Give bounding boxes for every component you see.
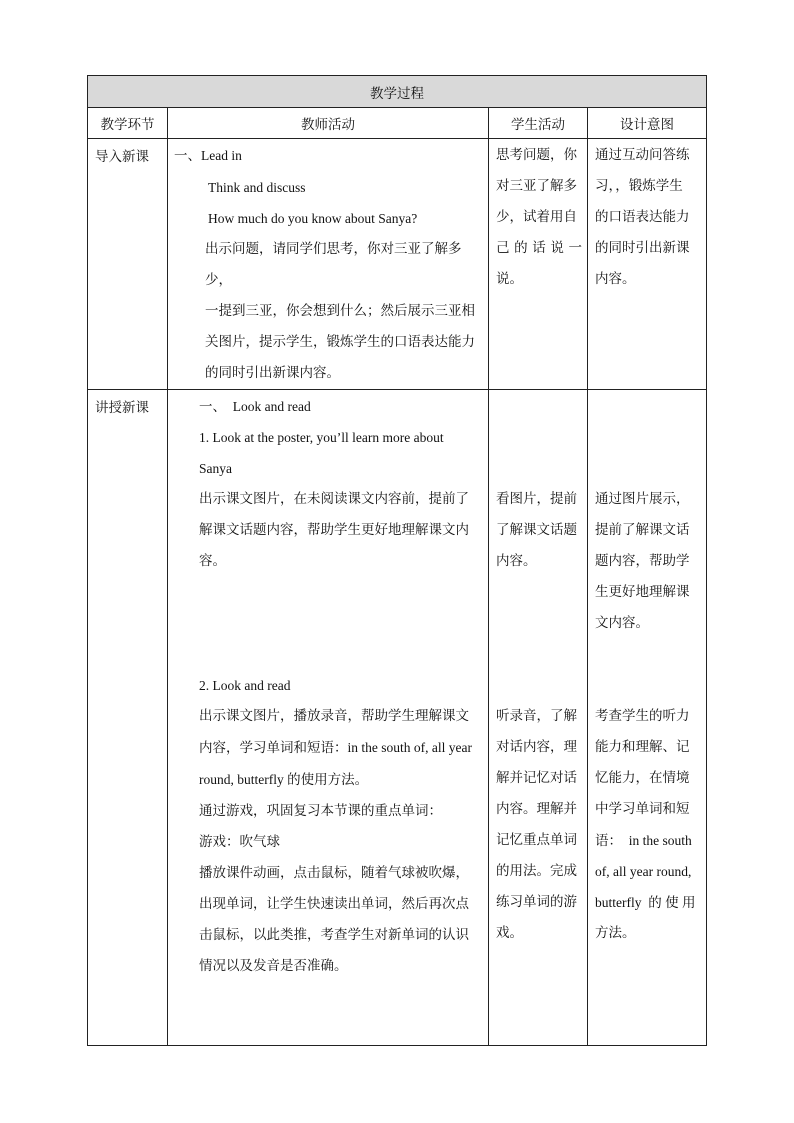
- look-read-heading: 一、 Look and read: [199, 399, 311, 414]
- header-stage: 教学环节: [88, 108, 168, 139]
- design-line: 生更好地理解课: [595, 584, 690, 600]
- student-line: 听录音，了解: [496, 708, 577, 724]
- stage-cell: [88, 390, 168, 1046]
- item2-para-en: round, butterfly: [199, 772, 288, 787]
- stage-label: 讲授新课: [95, 400, 149, 416]
- header-student: 学生活动: [489, 108, 588, 139]
- student-cell: [489, 139, 588, 390]
- student-line: 的用法。完成: [496, 863, 577, 879]
- table-title: 教学过程: [88, 76, 707, 108]
- student-line: 对话内容，理: [496, 739, 577, 755]
- item2-para-cn: 的使用方法。: [287, 772, 369, 788]
- student-line: 了解课文话题: [496, 522, 577, 538]
- student-line: 己的话说一说。: [496, 240, 582, 287]
- student-line: 内容。理解并: [496, 801, 577, 817]
- item1-line: 1. Look at the poster, you’ll learn more about: [199, 430, 444, 445]
- design-line: 方法。: [595, 925, 636, 941]
- lead-in-question: How much do you know about Sanya?: [208, 211, 418, 226]
- game-desc-line: 出现单词，让学生快速读出单词，然后再次点: [199, 896, 469, 912]
- item1-para-line: 出示课文图片，在未阅读课文内容前，提前了: [199, 491, 469, 507]
- design-cell: [588, 390, 707, 1046]
- design-line: 语： in the south: [595, 833, 692, 848]
- design-line: 题内容，帮助学: [595, 553, 690, 569]
- item2-para-en: in the south of, all year: [347, 740, 472, 755]
- lesson-table: [87, 75, 707, 1046]
- stage-cell: [88, 139, 168, 390]
- table-row: [88, 390, 707, 1046]
- design-line: 考查学生的听力: [595, 708, 690, 724]
- design-line: butterfly 的 使 用: [595, 895, 696, 910]
- header-teacher: 教师活动: [168, 108, 489, 139]
- design-line: 提前了解课文话: [595, 522, 690, 538]
- lead-in-para-line: 一提到三亚，你会想到什么；然后展示三亚相: [205, 303, 475, 319]
- lead-in-sub: Think and discuss: [208, 180, 306, 195]
- item1-para-line: 解课文话题内容，帮助学生更好地理解课文内: [199, 522, 469, 538]
- design-line: 习，，锻炼学生: [595, 178, 683, 194]
- teacher-cell: [168, 139, 489, 390]
- student-line: 戏。: [496, 925, 523, 941]
- student-line: 练习单词的游: [496, 894, 577, 910]
- student-line: 思考问题，你: [496, 147, 577, 163]
- item1-para-line: 容。: [199, 553, 226, 569]
- design-line: 的同时引出新课: [595, 240, 690, 256]
- student-cell: [489, 390, 588, 1046]
- design-line: 能力和理解、记: [595, 739, 690, 755]
- student-line: 对三亚了解多: [496, 178, 577, 194]
- design-line: 通过互动问答练: [595, 147, 690, 163]
- game-desc-line: 情况以及发音是否准确。: [199, 958, 348, 974]
- student-line: 少，试着用自: [496, 209, 577, 225]
- lead-in-heading: 一、Lead in: [174, 148, 242, 163]
- lead-in-para-line: 关图片，提示学生，锻炼学生的口语表达能力: [205, 334, 475, 350]
- design-line: of, all year round,: [595, 864, 692, 879]
- teacher-cell: [168, 390, 489, 1046]
- design-cell: [588, 139, 707, 390]
- stage-label: 导入新课: [95, 149, 149, 165]
- table-row: [88, 139, 707, 390]
- design-line: 中学习单词和短: [595, 801, 690, 817]
- student-line: 看图片，提前: [496, 491, 577, 507]
- student-line: 记忆重点单词: [496, 832, 577, 848]
- design-line: 的口语表达能力: [595, 209, 690, 225]
- lead-in-para-line: 的同时引出新课内容。: [205, 365, 340, 381]
- item2-para-cn: 内容，学习单词和短语：: [199, 740, 348, 756]
- design-line: 文内容。: [595, 615, 649, 631]
- design-line: 忆能力，在情境: [595, 770, 690, 786]
- item1-line: Sanya: [199, 461, 232, 476]
- item2-title: 2. Look and read: [199, 678, 291, 693]
- item2-para-line: 出示课文图片，播放录音，帮助学生理解课文: [199, 708, 469, 724]
- lead-in-para-line: 出示问题，请同学们思考，你对三亚了解多少，: [205, 241, 462, 288]
- student-line: 内容。: [496, 553, 537, 569]
- header-design: 设计意图: [588, 108, 707, 139]
- game-name: 游戏：吹气球: [199, 834, 280, 850]
- game-desc-line: 击鼠标，以此类推，考查学生对新单词的认识: [199, 927, 469, 943]
- design-line: 通过图片展示，: [595, 491, 690, 507]
- student-line: 解并记忆对话: [496, 770, 577, 786]
- game-intro: 通过游戏，巩固复习本节课的重点单词：: [199, 803, 442, 819]
- design-line: 内容。: [595, 271, 636, 287]
- game-desc-line: 播放课件动画，点击鼠标，随着气球被吹爆，: [199, 865, 469, 881]
